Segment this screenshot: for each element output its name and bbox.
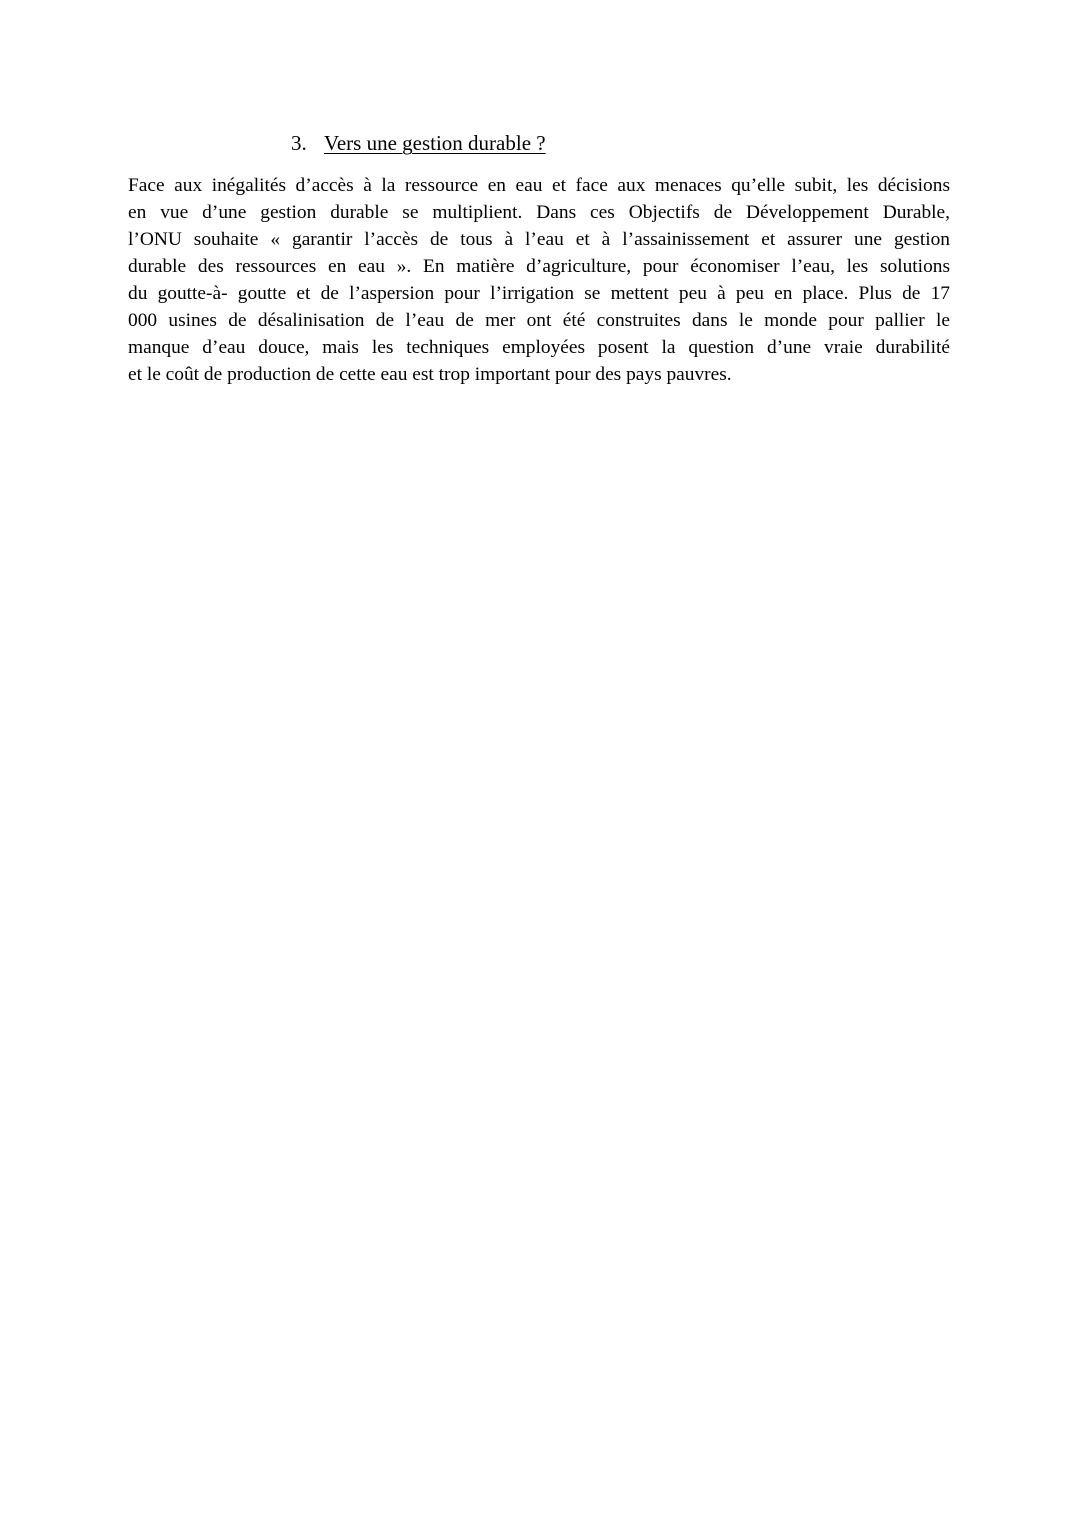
paragraph-line: Face aux inégalités d’accès à la ressource en eau et face aux menaces qu’elle subit, les décisions [128, 175, 950, 196]
paragraph-line: et le coût de production de cette eau est trop important pour des pays pauvres. [128, 364, 732, 385]
body-paragraph [128, 172, 950, 388]
paragraph-line: 000 usines de désalinisation de l’eau de mer ont été construites dans le monde pour pallier le [128, 310, 950, 331]
paragraph-line: l’ONU souhaite « garantir l’accès de tous à l’eau et à l’assainissement et assurer une gestion [128, 229, 950, 250]
section-number: 3. [291, 131, 307, 155]
section-title: Vers une gestion durable ? [324, 131, 546, 155]
paragraph-line: du goutte-à- goutte et de l’aspersion pour l’irrigation se mettent peu à peu en place. Plus de 17 [128, 283, 950, 304]
paragraph-line: durable des ressources en eau ». En matière d’agriculture, pour économiser l’eau, les solutions [128, 256, 950, 277]
paragraph-line: en vue d’une gestion durable se multiplient. Dans ces Objectifs de Développement Durable, [128, 202, 950, 223]
section-heading [291, 129, 546, 157]
paragraph-line: manque d’eau douce, mais les techniques employées posent la question d’une vraie durabilité [128, 337, 950, 358]
